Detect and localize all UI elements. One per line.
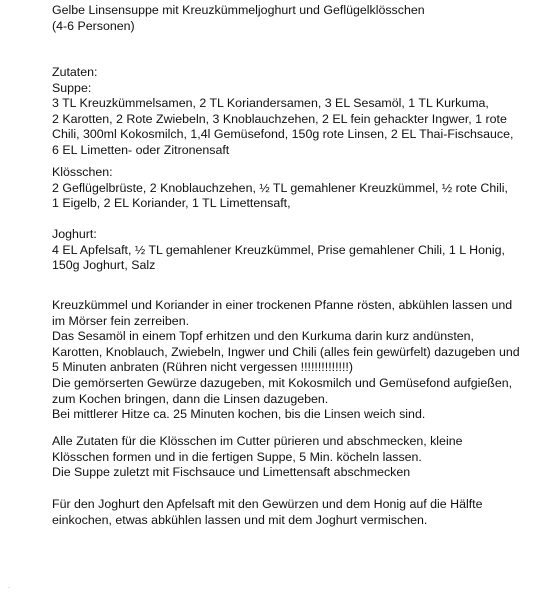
instruction-line: Bei mittlerer Hitze ca. 25 Minuten kochen, bis die Linsen weich sind. xyxy=(52,407,426,422)
instruction-line: einkochen, etwas abkühlen lassen und mit dem Joghurt vermischen. xyxy=(52,512,428,527)
kloesschen-line: 2 Geflügelbrüste, 2 Knoblauchzehen, ½ TL gemahlener Kreuzkümmel, ½ rote Chili, xyxy=(52,180,508,195)
instructions-paragraph-2 xyxy=(52,434,542,481)
instructions-paragraph-1 xyxy=(52,298,542,423)
instruction-line: 5 Minuten anbraten (Rühren nicht vergessen !!!!!!!!!!!!!!) xyxy=(52,360,353,375)
scan-speck-mark: · xyxy=(8,585,10,591)
suppe-line: 6 EL Limetten- oder Zitronensaft xyxy=(52,142,230,157)
instruction-line: Das Sesamöl in einem Topf erhitzen und den Kurkuma darin kurz andünsten, xyxy=(52,329,474,344)
joghurt-line: 4 EL Apfelsaft, ½ TL gemahlener Kreuzkümmel, Prise gemahlener Chili, 1 L Honig, xyxy=(52,242,505,257)
suppe-line: Chili, 300ml Kokosmilch, 1,4l Gemüsefond, 150g rote Linsen, 2 EL Thai-Fischsauce, xyxy=(52,127,514,142)
suppe-heading: Suppe: xyxy=(52,80,92,95)
instructions-paragraph-3 xyxy=(52,497,542,528)
kloesschen-section xyxy=(52,165,542,212)
title-line: Gelbe Linsensuppe mit Kreuzkümmeljoghurt und Geflügelklösschen xyxy=(52,3,425,17)
ingredients-heading: Zutaten: xyxy=(52,65,98,79)
instruction-line: Klösschen formen und in die fertigen Suppe, 5 Min. köcheln lassen. xyxy=(52,449,422,464)
instruction-line: Für den Joghurt den Apfelsaft mit den Gewürzen und dem Honig auf die Hälfte xyxy=(52,497,483,511)
joghurt-heading: Joghurt: xyxy=(52,227,97,241)
instruction-line: Kreuzkümmel und Koriander in einer trockenen Pfanne rösten, abkühlen lassen und xyxy=(52,298,513,312)
kloesschen-line: 1 Eigelb, 2 EL Koriander, 1 TL Limettensaft, xyxy=(52,196,291,211)
suppe-line: 2 Karotten, 2 Rote Zwiebeln, 3 Knoblauchzehen, 2 EL fein gehackter Ingwer, 1 rote xyxy=(52,111,507,126)
servings-line: (4-6 Personen) xyxy=(52,18,135,33)
instruction-line: Karotten, Knoblauch, Zwiebeln, Ingwer und Chili (alles fein gewürfelt) dazugeben und xyxy=(52,344,520,359)
suppe-line: 3 TL Kreuzkümmelsamen, 2 TL Koriandersamen, 3 EL Sesamöl, 1 TL Kurkuma, xyxy=(52,96,489,111)
joghurt-section xyxy=(52,227,542,274)
recipe-title xyxy=(52,3,542,34)
instruction-line: zum Kochen bringen, dann die Linsen dazugeben. xyxy=(52,391,329,406)
instruction-line: Die Suppe zuletzt mit Fischsauce und Limettensaft abschmecken xyxy=(52,465,411,480)
instruction-line: Die gemörserten Gewürze dazugeben, mit Kokosmilch und Gemüsefond aufgießen, xyxy=(52,375,513,390)
instruction-line: Alle Zutaten für die Klösschen im Cutter pürieren und abschmecken, kleine xyxy=(52,434,463,448)
joghurt-line: 150g Joghurt, Salz xyxy=(52,258,156,273)
ingredients-section xyxy=(52,65,542,159)
instruction-line: im Mörser fein zerreiben. xyxy=(52,313,190,328)
kloesschen-heading: Klösschen: xyxy=(52,165,113,179)
